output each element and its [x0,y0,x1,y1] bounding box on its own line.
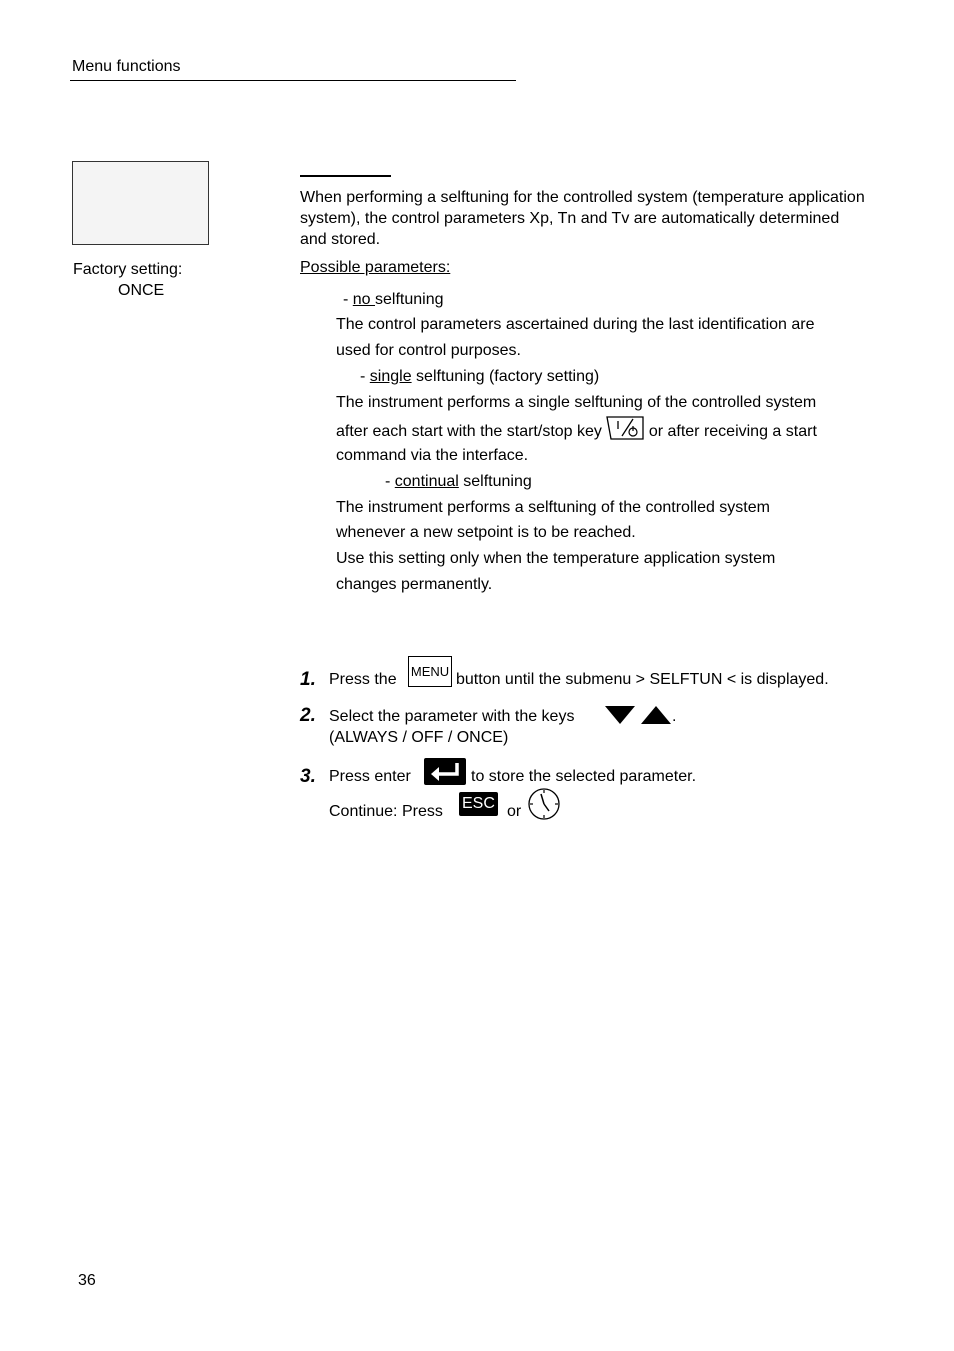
option-no-rest: selftuning [375,291,444,308]
display-preview-box [72,161,209,245]
option-dash: - [360,368,370,385]
step-number: 3. [300,766,316,787]
option-continual-description-4: changes permanently. [336,576,493,593]
step-number: 1. [300,669,316,690]
instruction-step-2 [300,703,900,753]
option-continual-rest: selftuning [458,473,532,490]
option-continual-keyword: continual [394,473,459,490]
option-continual-description-1: The instrument performs a selftuning of the controlled system [336,499,770,516]
step-1-after: button until the submenu > SELFTUN < is displayed. [456,671,829,688]
instruction-step-1 [300,655,900,695]
possible-parameters-heading: Possible parameters: [300,259,451,276]
option-no-description-1: The control parameters ascertained during the last identification are [336,316,815,333]
option-single-description-2 [336,416,817,445]
step-1-before: Press the [329,671,397,688]
option-single-rest: selftuning (factory setting) [411,368,600,385]
step-2-options: (ALWAYS / OFF / ONCE) [329,729,509,746]
step-number: 2. [300,705,316,726]
option-continual-selftuning [385,469,532,495]
factory-setting-value: ONCE [118,282,165,299]
header-divider [70,80,516,81]
option-continual-description-3: Use this setting only when the temperature application system [336,550,776,567]
instruction-step-3 [300,757,900,825]
intro-paragraph: When performing a selftuning for the controlled system (temperature application system), the control parameters Xp, Tn and Tv are automatically determined and stored. [300,189,865,248]
running-header: Menu functions [72,58,181,75]
enter-key-icon [424,758,466,785]
clock-icon [527,787,561,821]
step-3-after: to store the selected parameter. [471,768,697,785]
option-no-keyword: no [352,291,376,308]
option-no-selftuning [343,287,444,313]
factory-setting-label: Factory setting: [73,261,183,278]
step-3-or: or [507,803,522,820]
step-3-continue-label: Continue: Press [329,803,443,820]
down-arrow-key-icon [604,705,636,725]
section-title-rule [300,175,391,177]
option-dash: - [343,291,353,308]
option-dash: - [385,473,395,490]
menu-key-icon: MENU [408,656,452,687]
option-single-description-3: command via the interface. [336,447,529,464]
option-single-selftuning [360,364,599,390]
step-2-after: . [672,708,677,725]
step-3-before: Press enter [329,768,411,785]
option-continual-description-2: whenever a new setpoint is to be reached. [336,524,636,541]
option-single-description-2a: after each start with the start/stop key [336,423,602,440]
option-no-description-2: used for control purposes. [336,342,521,359]
esc-key-icon: ESC [459,792,498,816]
option-single-description-1: The instrument performs a single selftuning of the controlled system [336,394,817,411]
option-single-keyword: single [369,368,412,385]
start-stop-key-icon [606,423,648,440]
page-number: 36 [78,1272,96,1289]
step-2-before: Select the parameter with the keys [329,708,575,725]
option-single-description-2b: or after receiving a start [648,423,817,440]
up-arrow-key-icon [640,705,672,725]
